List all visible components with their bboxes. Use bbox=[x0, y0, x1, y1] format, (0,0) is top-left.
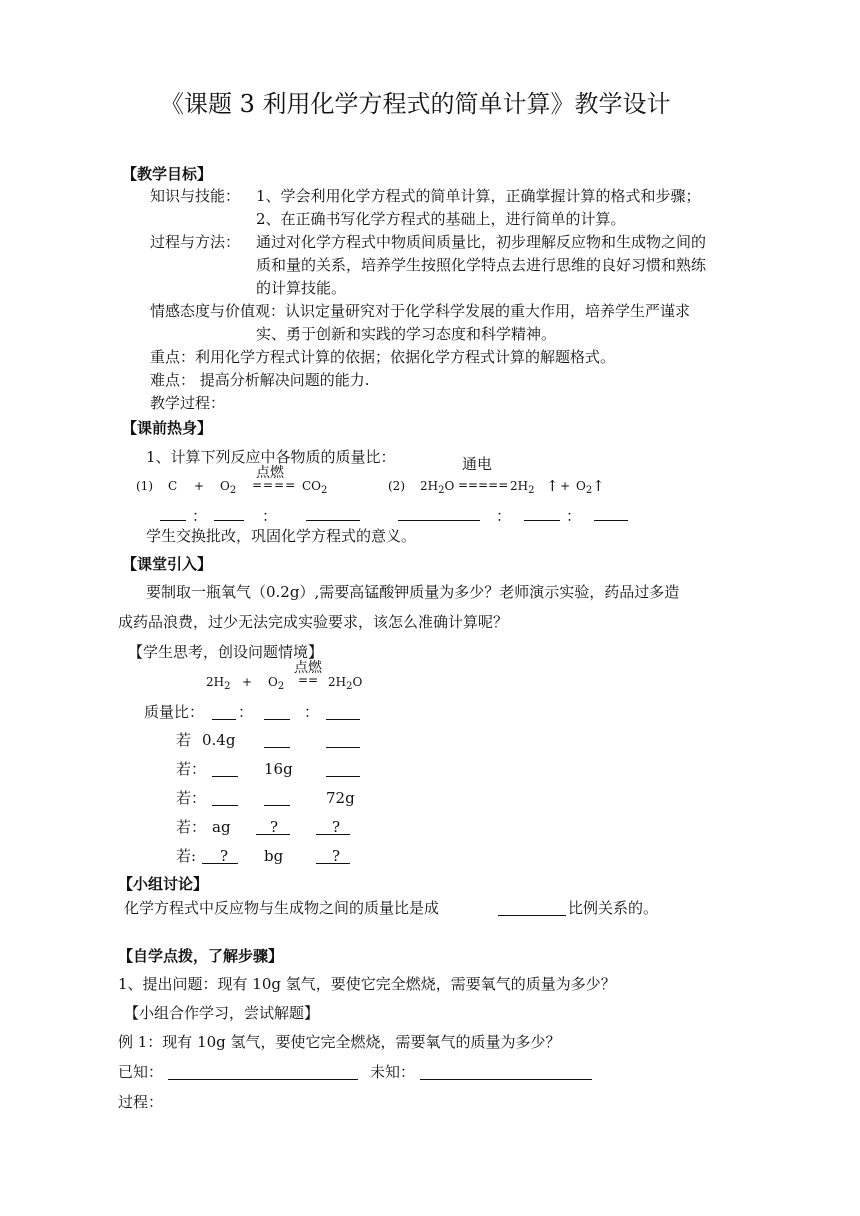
blank-line bbox=[316, 834, 350, 835]
warmup-exchange: 学生交换批改，巩固化学方程式的意义。 bbox=[146, 527, 417, 545]
eq1-oxygen: $O_2$ bbox=[220, 479, 237, 496]
blank-line bbox=[212, 776, 238, 777]
question-mark: ? bbox=[220, 847, 229, 865]
blank-line bbox=[264, 747, 290, 748]
difficulty: 难点： 提高分析解决问题的能力. bbox=[150, 371, 370, 389]
if-value-3: 72g bbox=[326, 789, 355, 807]
eq1-plus: + bbox=[194, 479, 205, 493]
blank-line bbox=[202, 863, 238, 864]
unknown-blank bbox=[420, 1079, 592, 1080]
blank-line bbox=[326, 776, 360, 777]
process-line-3: 的计算技能。 bbox=[256, 279, 347, 297]
intro-text-1: 要制取一瓶氧气（0.2g）,需要高锰酸钾质量为多少？老师演示实验，药品过多造 bbox=[146, 583, 680, 601]
colon: ： bbox=[262, 507, 278, 525]
eq1-co2: $CO_2$ bbox=[302, 479, 328, 496]
page-title: 《课题 3 利用化学方程式的简单计算》教学设计 bbox=[160, 90, 671, 118]
eq2-arrow: ===== bbox=[458, 478, 509, 492]
eq1-arrow: ==== bbox=[252, 478, 297, 492]
if-label-4: 若： bbox=[176, 818, 207, 836]
emotion-line-2: 实、勇于创新和实践的学习态度和科学精神。 bbox=[256, 325, 557, 343]
if-value-4: ag bbox=[212, 818, 231, 836]
blank-line bbox=[326, 719, 360, 720]
think-eq-water: $2H_2O$ bbox=[328, 675, 363, 692]
if-label-2: 若： bbox=[176, 760, 207, 778]
eq2-hydrogen: $2H_2$ bbox=[510, 479, 535, 496]
blank-line bbox=[524, 520, 560, 521]
think-eq-oxygen: $O_2$ bbox=[268, 675, 285, 692]
eq2-condition: 通电 bbox=[462, 455, 493, 473]
think-eq-plus: + bbox=[242, 675, 253, 689]
question-mark: ? bbox=[332, 847, 341, 865]
eq1-number: (1) bbox=[136, 479, 153, 493]
question-mark: ? bbox=[270, 818, 279, 836]
if-value-2: 16g bbox=[264, 760, 293, 778]
known-label: 已知： bbox=[118, 1063, 164, 1081]
intro-text-2: 成药品浪费，过少无法完成实验要求，该怎么准确计算呢？ bbox=[118, 613, 509, 631]
blank-line bbox=[256, 834, 290, 835]
group-heading: 【小组讨论】 bbox=[118, 875, 209, 893]
self-study-heading: 【自学点拨，了解步骤】 bbox=[118, 947, 284, 965]
blank-line bbox=[212, 805, 238, 806]
question-mark: ? bbox=[332, 818, 341, 836]
knowledge-line-1: 1、学会利用化学方程式的简单计算，正确掌握计算的格式和步骤； bbox=[256, 187, 701, 205]
eq2-plus: + bbox=[560, 479, 571, 493]
process-line-1: 通过对化学方程式中物质间质量比，初步理解反应物和生成物之间的 bbox=[256, 233, 707, 251]
process-label: 过程与方法： bbox=[150, 233, 241, 251]
blank-line bbox=[398, 520, 480, 521]
colon: ： bbox=[304, 703, 320, 721]
think-eq-condition: 点燃 bbox=[294, 660, 322, 676]
if-value-5: bg bbox=[264, 847, 284, 865]
think-eq-hydrogen: $2H_2$ bbox=[206, 675, 231, 692]
if-value-1: 0.4g bbox=[202, 731, 236, 749]
blank-line bbox=[160, 520, 186, 521]
blank-line bbox=[316, 863, 350, 864]
example-1: 例 1：现有 10g 氢气，要使它完全燃烧，需要氧气的质量为多少？ bbox=[118, 1033, 561, 1051]
goals-heading: 【教学目标】 bbox=[122, 165, 213, 183]
if-label-3: 若： bbox=[176, 789, 207, 807]
group-text-a: 化学方程式中反应物与生成物之间的质量比是成 bbox=[124, 899, 440, 917]
colon: ： bbox=[192, 507, 208, 525]
process-label-bottom: 过程： bbox=[118, 1093, 164, 1111]
key-point: 重点：利用化学方程式计算的依据；依据化学方程式计算的解题格式。 bbox=[150, 348, 616, 366]
unknown-label: 未知： bbox=[370, 1063, 416, 1081]
cooperate-heading: 【小组合作学习，尝试解题】 bbox=[124, 1004, 320, 1022]
blank-line bbox=[306, 520, 360, 521]
warmup-question: 1、计算下列反应中各物质的质量比： bbox=[146, 448, 396, 466]
blank-line bbox=[264, 719, 290, 720]
knowledge-label: 知识与技能： bbox=[150, 187, 241, 205]
blank-line bbox=[498, 915, 566, 916]
process-line-2: 质和量的关系，培养学生按照化学特点去进行思维的良好习惯和熟练 bbox=[256, 256, 707, 274]
blank-line bbox=[264, 805, 290, 806]
eq2-oxygen: $O_2$ bbox=[576, 479, 593, 496]
emotion-line-1: 情感态度与价值观：认识定量研究对于化学科学发展的重大作用，培养学生严谨求 bbox=[150, 302, 691, 320]
eq1-carbon: C bbox=[168, 479, 178, 493]
colon: ： bbox=[566, 507, 582, 525]
eq2-number: (2) bbox=[388, 479, 405, 493]
if-label-5: 若: bbox=[176, 847, 197, 865]
if-label-1: 若 bbox=[176, 731, 192, 749]
known-blank bbox=[168, 1079, 358, 1080]
mass-ratio-label: 质量比： bbox=[144, 703, 205, 721]
intro-heading: 【课堂引入】 bbox=[122, 555, 213, 573]
eq2-up-arrow-2: ↑ bbox=[592, 477, 605, 495]
process-heading: 教学过程： bbox=[150, 394, 226, 412]
blank-line bbox=[594, 520, 628, 521]
eq2-up-arrow-1: ↑ bbox=[546, 477, 559, 495]
blank-line bbox=[326, 747, 360, 748]
eq1-condition: 点燃 bbox=[256, 465, 284, 481]
eq2-water: $2H_2O$ bbox=[420, 479, 455, 496]
warmup-heading: 【课前热身】 bbox=[122, 419, 213, 437]
blank-line bbox=[212, 719, 236, 720]
colon: ： bbox=[496, 507, 512, 525]
knowledge-line-2: 2、在正确书写化学方程式的基础上，进行简单的计算。 bbox=[256, 210, 626, 228]
self-study-question: 1、提出问题：现有 10g 氢气，要使它完全燃烧，需要氧气的质量为多少？ bbox=[118, 975, 616, 993]
colon: ： bbox=[238, 703, 254, 721]
group-text-b: 比例关系的。 bbox=[568, 899, 659, 917]
blank-line bbox=[214, 520, 244, 521]
think-eq-arrow: == bbox=[298, 673, 319, 687]
think-heading: 【学生思考，创设问题情境】 bbox=[128, 643, 324, 661]
